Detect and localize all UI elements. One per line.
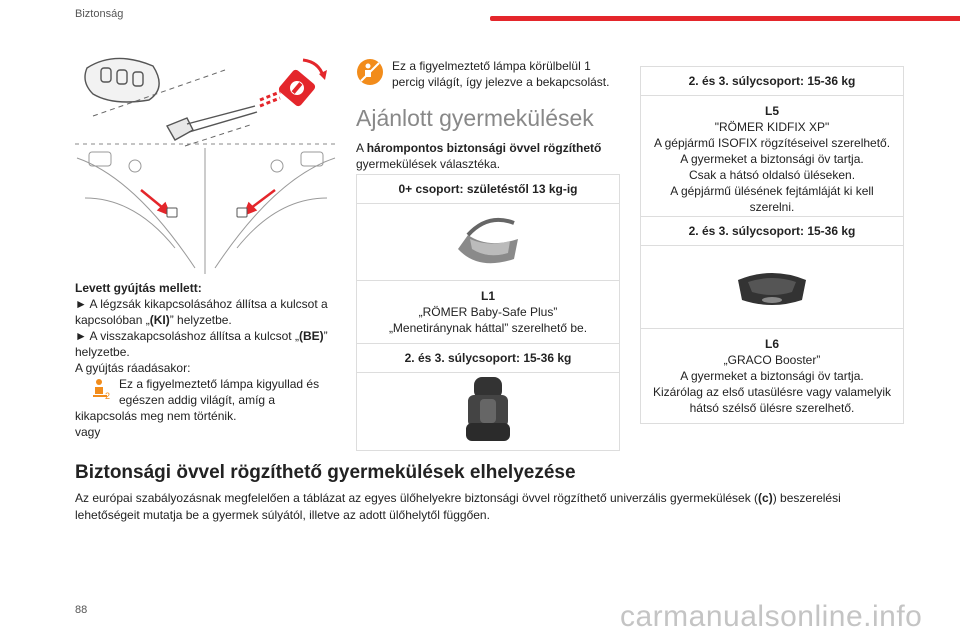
airbag-off-warning-icon bbox=[89, 376, 113, 400]
page-number: 88 bbox=[75, 604, 88, 616]
warning-lamp-text: Ez a figyelmeztető lámpa kigyullad és egészen addig világít, amíg a kikapcsolás meg nem történik. bbox=[75, 377, 320, 423]
airbag-on-warning-icon bbox=[356, 58, 384, 86]
card-line: „RÖMER Baby-Safe Plus” bbox=[418, 305, 558, 319]
left-column-text bbox=[75, 280, 337, 440]
card-line: A gyermeket a biztonsági öv tartja. bbox=[680, 152, 864, 166]
card-title: 2. és 3. súlycsoport: 15-36 kg bbox=[641, 217, 903, 246]
card-line: "RÖMER KIDFIX XP" bbox=[714, 120, 830, 134]
card-code: L5 bbox=[764, 104, 779, 118]
card-line: „Menetiránynak háttal” szerelhető be. bbox=[388, 321, 588, 335]
booster-seat-image bbox=[641, 246, 903, 329]
card-title: 2. és 3. súlycsoport: 15-36 kg bbox=[357, 344, 619, 373]
card-code: L1 bbox=[480, 289, 495, 303]
ignition-off-heading: Levett gyújtás mellett: bbox=[75, 281, 202, 295]
watermark: carmanualsonline.info bbox=[620, 600, 923, 633]
seat-card-kidfix bbox=[356, 343, 620, 451]
step-on: ► A visszakapcsoláshoz állítsa a kulcsot „(BE)” helyzetbe. bbox=[75, 329, 328, 359]
lamp-note-text: Ez a figyelmeztető lámpa körülbelül 1 percig világít, így jelezve a bekapcsolást. bbox=[392, 59, 610, 89]
recommended-seats-title: Ajánlott gyermekülések bbox=[356, 105, 594, 131]
card-line: „GRACO Booster” bbox=[723, 353, 821, 367]
svg-text:2: 2 bbox=[105, 391, 111, 400]
seat-card-l5 bbox=[640, 66, 904, 223]
card-line: A gépjármű ISOFIX rögzítéseivel szerelhető. bbox=[653, 136, 891, 150]
card-line: Kizárólag az első utasülésre vagy valamelyik hátsó szélső ülésre szerelhető. bbox=[652, 385, 892, 415]
seat-card-l6 bbox=[640, 216, 904, 424]
belt-seats-placement-text: Az európai szabályozásnak megfelelően a táblázat az egyes ülőhelyekre biztonsági övvel rögzíthető univerzális gyermekülések ((c)) beszerelési lehetőségeit mutatja be a gyermek súlyától, illetve az adott ülőhelytől függően. bbox=[75, 491, 841, 522]
card-line: A gépjármű ülésének fejtámláját ki kell szerelni. bbox=[670, 184, 874, 214]
running-header: Biztonság bbox=[75, 8, 124, 20]
belt-seats-placement-title: Biztonsági övvel rögzíthető gyermekülések elhelyezése bbox=[75, 462, 576, 483]
seat-card-l1 bbox=[356, 174, 620, 344]
card-title: 0+ csoport: születéstől 13 kg-ig bbox=[357, 175, 619, 204]
header-accent-bar bbox=[490, 16, 960, 21]
step-off: ► A légzsák kikapcsolásához állítsa a kulcsot a kapcsolóban „(KI)” helyzetbe. bbox=[75, 297, 328, 327]
baby-carrier-image bbox=[357, 204, 619, 281]
or-word: vagy bbox=[75, 425, 101, 439]
recommended-seats-intro: A hárompontos biztonsági övvel rögzíthető gyermekülések választéka. bbox=[356, 141, 602, 171]
ignition-on-label: A gyújtás ráadásakor: bbox=[75, 361, 191, 375]
card-line: Csak a hátsó oldalsó üléseken. bbox=[688, 168, 856, 182]
card-line: A gyermeket a biztonsági öv tartja. bbox=[680, 369, 864, 383]
card-code: L6 bbox=[764, 337, 779, 351]
airbag-switch-illustration bbox=[75, 48, 337, 274]
card-title: 2. és 3. súlycsoport: 15-36 kg bbox=[641, 67, 903, 96]
kidfix-seat-image bbox=[357, 373, 619, 449]
lamp-note bbox=[356, 58, 626, 90]
